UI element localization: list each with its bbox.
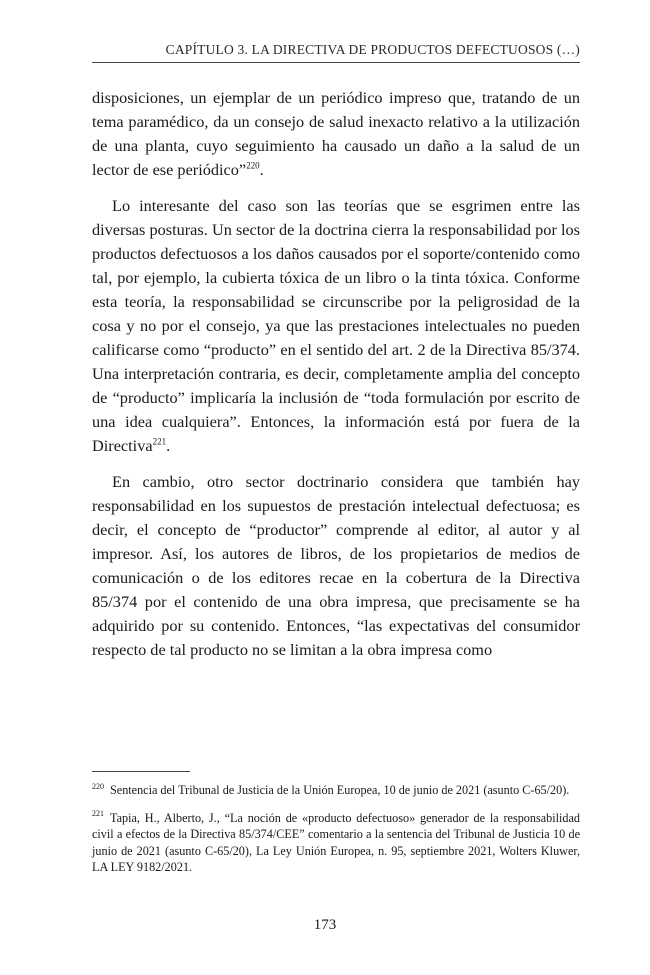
footnote-220: [92, 782, 580, 799]
running-head: CAPÍTULO 3. LA DIRECTIVA DE PRODUCTOS DEFECTUOSOS (…): [165, 42, 580, 57]
footnote-divider: [92, 771, 190, 772]
header-divider: [92, 62, 580, 63]
footnote-ref-221[interactable]: 221: [152, 436, 167, 447]
footnote-ref-220[interactable]: 220: [246, 160, 260, 171]
paragraph-1-text: disposiciones, un ejemplar de un periódico impreso que, tratando de un tema paramédico, da un consejo de salud inexacto relativo a la utilización de una planta, cuyo seguimiento ha causado un daño a la salud de un lector de ese periódico”: [92, 88, 580, 179]
footnotes: [92, 782, 580, 876]
paragraph-3-text: En cambio, otro sector doctrinario considera que también hay responsabilidad en los supuestos de prestación intelectual defectuosa; es decir, el concepto de “productor” comprende al editor, al autor y al impresor. Así, los autores de libros, de los propietarios de medios de comunicación o de los editores recae en la cobertura de la Directiva 85/374 por el contenido de una obra impresa, que precisamente se ha adquirido por su contenido. Entonces, “las expectativas del consumidor respecto de tal producto no se limitan a la obra impresa como: [92, 472, 580, 659]
footnote-number: 221: [92, 809, 104, 819]
footnote-text: Tapia, H., Alberto, J., “La noción de «producto defectuoso» generador de la responsabilidad civil a efectos de la Directiva 85/374/CEE” comentario a la sentencia del Tribunal de Justicia 10 de junio de 2021 (asunto C-65/20), La Ley Unión Europea, n. 95, septiembre 2021, Wolters Kluwer, LA LEY 9182/2021.: [92, 810, 580, 874]
paragraph-1-tail: .: [259, 160, 264, 179]
footnote-number: 220: [92, 781, 104, 791]
footnote-221: [92, 810, 580, 876]
paragraph-2-text: Lo interesante del caso son las teorías que se esgrimen entre las diversas posturas. Un sector de la doctrina cierra la responsabilidad por los productos defectuosos a los daños causados por el soporte/contenido como tal, por ejemplo, la cubierta tóxica de un libro o la tinta tóxica. Conforme esta teoría, la responsabilidad se circunscribe por la peligrosidad de la cosa y no por el consejo, ya que las prestaciones intelectuales no pueden calificarse como “producto” en el sentido del art. 2 de la Directiva 85/374. Una interpretación contraria, es decir, completamente amplia del concepto de “producto” implicaría la inclusión de “toda formulación por escrito de una idea cualquiera”. Entonces, la información está por fuera de la Directiva: [92, 196, 580, 455]
paragraph-2: [92, 194, 580, 458]
body-text: [92, 86, 580, 662]
footnote-text: Sentencia del Tribunal de Justicia de la Unión Europea, 10 de junio de 2021 (asunto C-65/20).: [110, 783, 570, 797]
paragraph-2-tail: .: [166, 436, 171, 455]
paragraph-1: [92, 86, 580, 182]
paragraph-3: [92, 470, 580, 662]
page-number: 173: [313, 917, 337, 933]
